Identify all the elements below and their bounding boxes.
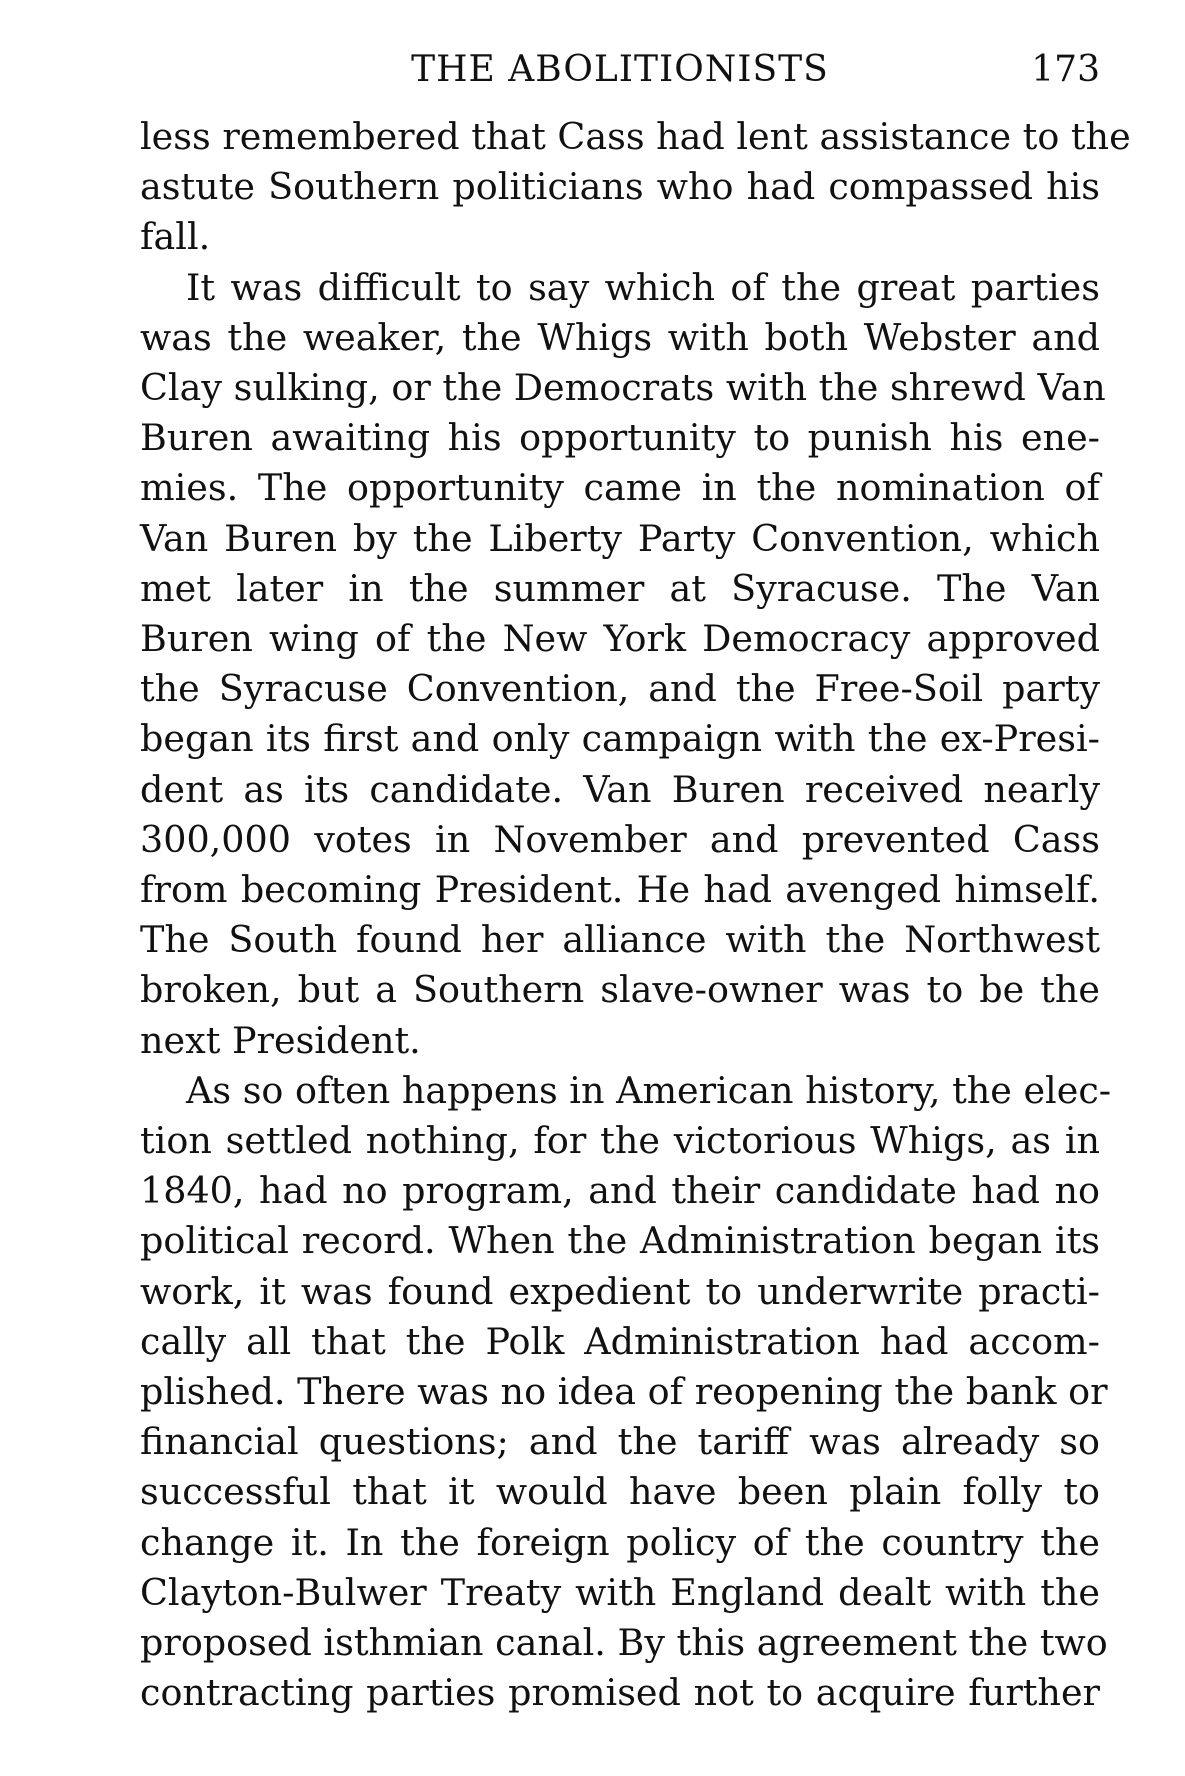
- text-line: plished. There was no idea of reopening the bank or: [140, 1370, 1108, 1414]
- text-line: proposed isthmian canal. By this agreement the two: [140, 1621, 1108, 1665]
- text-line: financial questions; and the tariff was already so: [140, 1420, 1100, 1464]
- text-line: the Syracuse Convention, and the Free-Soil party: [140, 667, 1100, 711]
- text-line: It was difficult to say which of the great parties: [186, 265, 1100, 309]
- text-line: fall.: [140, 215, 211, 259]
- text-line: work, it was found expedient to underwrite practi-: [140, 1269, 1100, 1313]
- text-line: Van Buren by the Liberty Party Convention, which: [140, 516, 1100, 560]
- text-line: tion settled nothing, for the victorious Whigs, as in: [140, 1119, 1100, 1163]
- running-head: [140, 40, 1100, 100]
- text-line: broken, but a Southern slave-owner was to be the: [140, 968, 1100, 1012]
- text-line: Clayton-Bulwer Treaty with England dealt with the: [140, 1570, 1100, 1614]
- text-line: 300,000 votes in November and prevented Cass: [140, 817, 1100, 861]
- text-line: Clay sulking, or the Democrats with the shrewd Van: [140, 366, 1106, 410]
- text-line: from becoming President. He had avenged himself.: [140, 868, 1100, 912]
- text-line: dent as its candidate. Van Buren received nearly: [140, 767, 1100, 811]
- text-line: As so often happens in American history, the elec-: [186, 1068, 1112, 1112]
- text-line: cally all that the Polk Administration had accom-: [140, 1319, 1100, 1363]
- text-line: political record. When the Administration began its: [140, 1219, 1100, 1263]
- running-title: THE ABOLITIONISTS: [411, 49, 829, 90]
- text-line: less remembered that Cass had lent assistance to the: [140, 115, 1131, 158]
- text-line: The South found her alliance with the Northwest: [140, 918, 1100, 962]
- text-line: was the weaker, the Whigs with both Webster and: [140, 315, 1100, 359]
- text-line: contracting parties promised not to acquire further: [140, 1671, 1100, 1715]
- text-line: Buren wing of the New York Democracy approved: [140, 617, 1100, 661]
- text-line: astute Southern politicians who had compassed his: [140, 165, 1100, 209]
- text-line: Buren awaiting his opportunity to punish his ene-: [140, 416, 1100, 460]
- text-line: mies. The opportunity came in the nomination of: [140, 466, 1100, 510]
- text-line: change it. In the foreign policy of the country the: [140, 1520, 1100, 1564]
- text-line: successful that it would have been plain folly to: [140, 1470, 1100, 1514]
- text-line: began its first and only campaign with the ex-Presi-: [140, 717, 1100, 761]
- body-text: [140, 112, 1131, 1719]
- page-number: 173: [1031, 49, 1100, 90]
- text-line: 1840, had no program, and their candidate had no: [140, 1169, 1100, 1213]
- text-line: next President.: [140, 1018, 421, 1062]
- text-line: met later in the summer at Syracuse. The Van: [140, 566, 1100, 610]
